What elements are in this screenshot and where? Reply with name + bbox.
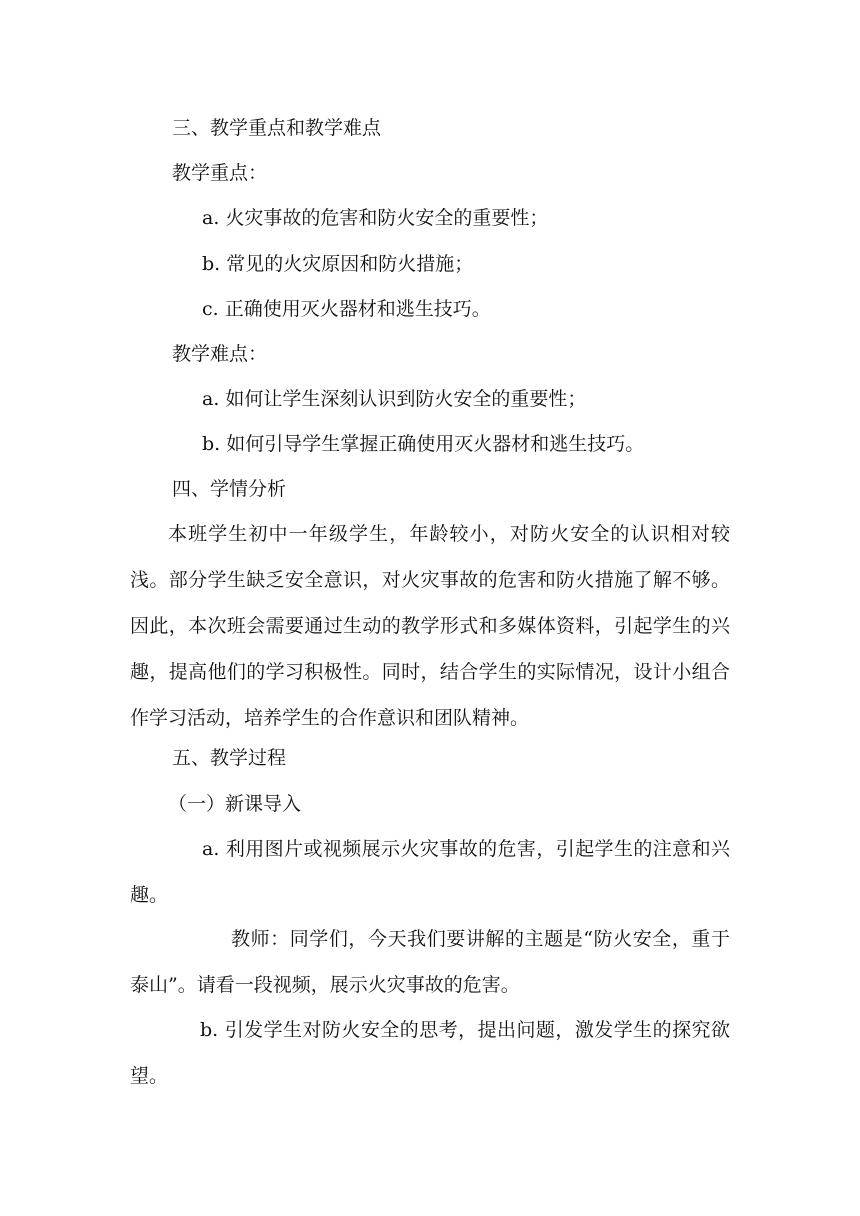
key-points-label: 教学重点： bbox=[172, 162, 268, 184]
difficult-point-b: b. 如何引导学生掌握正确使用灭火器材和逃生技巧。 bbox=[202, 433, 645, 455]
section-4-paragraph: 本班学生初中一年级学生，年龄较小，对防火安全的认识相对较浅。部分学生缺乏安全意识，对火灾事故的危害和防火措施了解不够。因此，本次班会需要通过生动的教学形式和多媒体资料，引起学生的兴趣，提高他们的学习积极性。同时，结合学生的实际情况，设计小组合作学习活动，培养学生的合作意识和团队精神。 bbox=[130, 523, 730, 729]
subsection-1-heading: （一）新课导入 bbox=[168, 793, 302, 815]
intro-item-b: b. 引发学生对防火安全的思考，提出问题，激发学生的探究欲望。 bbox=[130, 1019, 730, 1087]
section-4-heading: 四、学情分析 bbox=[172, 478, 287, 500]
difficult-points-label: 教学难点： bbox=[172, 343, 268, 365]
key-point-b: b. 常见的火灾原因和防火措施； bbox=[202, 253, 474, 275]
section-3-heading: 三、教学重点和教学难点 bbox=[172, 117, 382, 139]
section-5-heading: 五、教学过程 bbox=[172, 747, 287, 769]
difficult-point-a: a. 如何让学生深刻认识到防火安全的重要性； bbox=[202, 388, 587, 410]
teacher-line: 教师：同学们，今天我们要讲解的主题是“防火安全，重于泰山”。请看一段视频，展示火灾事故的危害。 bbox=[130, 928, 730, 996]
key-point-c: c. 正确使用灭火器材和逃生技巧。 bbox=[202, 298, 491, 320]
key-point-a: a. 火灾事故的危害和防火安全的重要性； bbox=[202, 207, 549, 229]
intro-item-a: a. 利用图片或视频展示火灾事故的危害，引起学生的注意和兴趣。 bbox=[130, 838, 730, 906]
